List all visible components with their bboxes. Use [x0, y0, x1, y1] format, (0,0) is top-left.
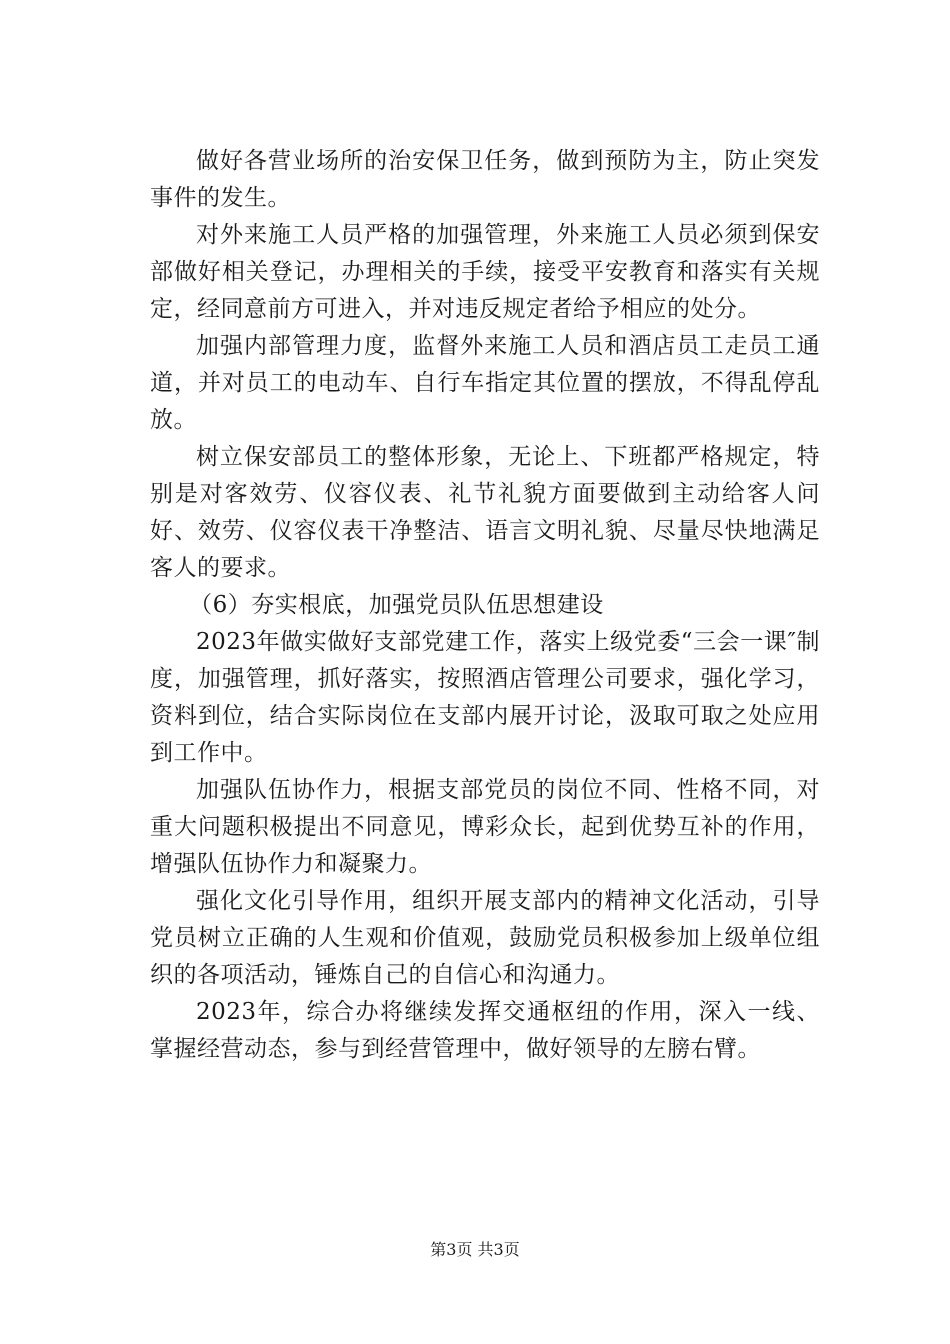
paragraph-office-outlook: 2023年，综合办将继续发挥交通枢纽的作用，深入一线、掌握经营动态，参与到经营管理中，做好领导的左膀右臂。 — [150, 999, 820, 1062]
paragraph-internal-management: 加强内部管理力度，监督外来施工人员和酒店员工走员工通道，并对员工的电动车、自行车指定其位置的摆放，不得乱停乱放。 — [150, 333, 820, 433]
page-footer: 第3页 共3页 — [430, 1240, 520, 1259]
document-body — [150, 143, 820, 1068]
paragraph-staff-image: 树立保安部员工的整体形象，无论上、下班都严格规定，特别是对客效劳、仪容仪表、礼节礼貌方面要做到主动给客人问好、效劳、仪容仪表干净整洁、语言文明礼貌、尽量尽快地满足客人的要求。 — [150, 444, 820, 581]
paragraph-party-work: 2023年做实做好支部党建工作，落实上级党委“三会一课″制度，加强管理，抓好落实，按照酒店管理公司要求，强化学习，资料到位，结合实际岗位在支部内展开讨论，汲取可取之处应用到工作中。 — [150, 629, 820, 766]
paragraph-team-collaboration: 加强队伍协作力，根据支部党员的岗位不同、性格不同，对重大问题积极提出不同意见，博彩众长，起到优势互补的作用，增强队伍协作力和凝聚力。 — [150, 777, 820, 877]
section-heading-party-building: （6）夯实根底，加强党员队伍思想建设 — [189, 592, 604, 618]
paragraph-security-duties: 做好各营业场所的治安保卫任务，做到预防为主，防止突发事件的发生。 — [150, 148, 820, 211]
paragraph-contractor-management: 对外来施工人员严格的加强管理，外来施工人员必须到保安部做好相关登记，办理相关的手续，接受平安教育和落实有关规定，经同意前方可进入，并对违反规定者给予相应的处分。 — [150, 222, 820, 322]
paragraph-cultural-guidance: 强化文化引导作用，组织开展支部内的精神文化活动，引导党员树立正确的人生观和价值观，鼓励党员积极参加上级单位组织的各项活动，锤炼自己的自信心和沟通力。 — [150, 888, 820, 988]
